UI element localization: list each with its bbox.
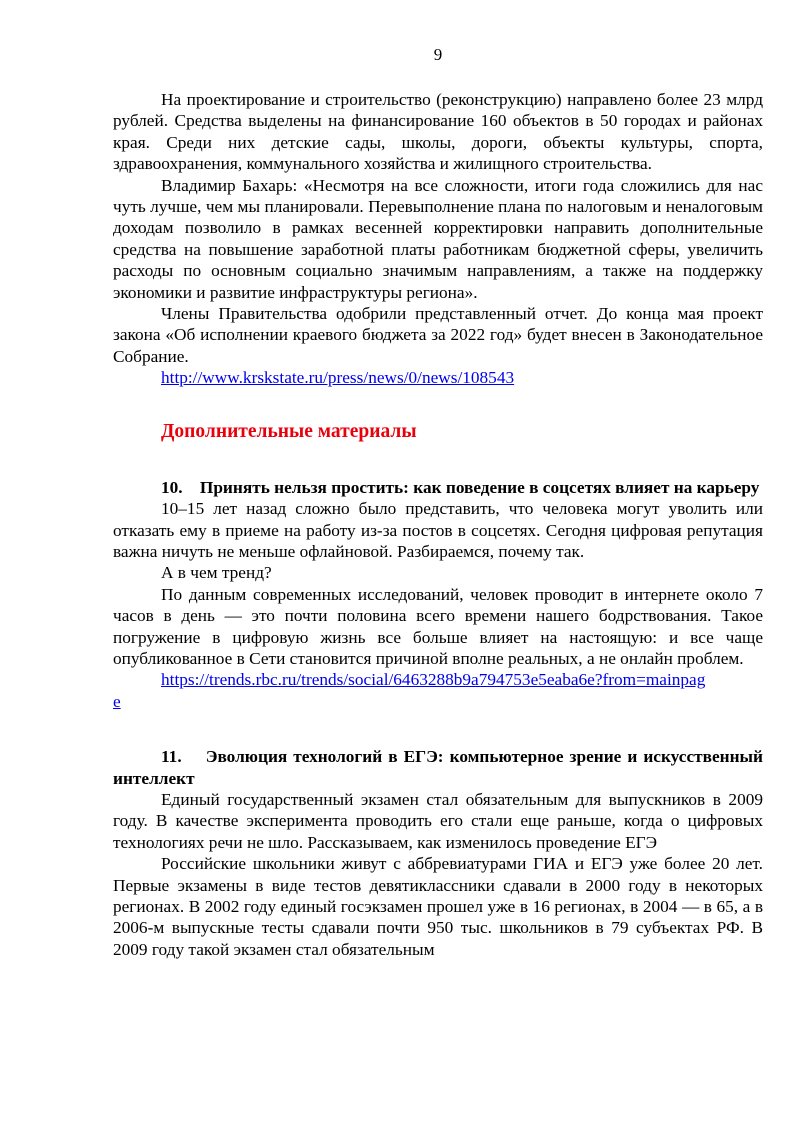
paragraph: На проектирование и строительство (реконструкцию) направлено более 23 млрд рублей. Средства выделены на финансирование 160 объектов в 50 городах и районах края. Среди них детские сады, школы, дороги, объекты культуры, спорта, здравоохранения, коммунального хозяйства и жилищного строительства.: [113, 90, 763, 174]
paragraph: По данным современных исследований, человек проводит в интернете около 7 часов в день — это почти половина всего времени нашего бодрствования. Такое погружение в цифровую жизнь все больше влияет на настоящую: и все чаще опубликованное в Сети становится причиной вполне реальных, а не онлайн проблем.: [113, 584, 763, 668]
paragraph: А в чем тренд?: [161, 563, 272, 583]
paragraph: Российские школьники живут с аббревиатурами ГИА и ЕГЭ уже более 20 лет. Первые экзамены в виде тестов девятиклассники сдавали в 2000 году в некоторых регионах. В 2002 году единый госэкзамен прошел уже в 16 регионах, в 2004 — в 65, а в 2006-м выпускные тесты сдавали почти 950 тыс. школьников в 79 субъектах РФ. В 2009 году такой экзамен стал обязательным: [113, 854, 763, 959]
paragraph: 10–15 лет назад сложно было представить, что человека могут уволить или отказать ему в приеме на работу из-за постов в соцсетях. Сегодня цифровая репутация важна ничуть не меньше офлайновой. Разбираемся, почему так.: [113, 499, 763, 561]
source-link-line: [113, 669, 763, 690]
source-link-line: [113, 367, 763, 388]
page-number: 9: [433, 45, 443, 64]
source-link-continuation[interactable]: e: [113, 691, 121, 711]
source-link-line: [113, 691, 763, 712]
source-link[interactable]: https://trends.rbc.ru/trends/social/6463288b9a794753e5eaba6e?from=mainpag: [161, 670, 706, 690]
article-heading: 11. Эволюция технологий в ЕГЭ: компьютерное зрение и искусственный интеллект: [113, 747, 768, 788]
paragraph: Владимир Бахарь: «Несмотря на все сложности, итоги года сложились для нас чуть лучше, чем мы планировали. Перевыполнение плана по налоговым и неналоговым доходам позволило в рамках весенней корректировки направить дополнительные средства на повышение заработной платы работникам бюджетной сферы, увеличить расходы по основным социально значимым направлениям, а также на поддержку экономики и развитие инфраструктуры региона».: [113, 175, 763, 302]
source-link[interactable]: http://www.krskstate.ru/press/news/0/news/108543: [161, 368, 515, 388]
paragraph: Члены Правительства одобрили представленный отчет. До конца мая проект закона «Об исполнении краевого бюджета за 2022 год» будет внесен в Законодательное Собрание.: [113, 304, 763, 366]
paragraph: Единый государственный экзамен стал обязательным для выпускников в 2009 году. В качестве эксперимента проводить его стали еще раньше, когда о цифровых технологиях речи не шло. Рассказываем, как изменилось проведение ЕГЭ: [113, 789, 763, 852]
article-heading: 10. Принять нельзя простить: как поведение в соцсетях влияет на карьеру: [161, 477, 760, 497]
page-content: [113, 89, 768, 960]
section-heading: Дополнительные материалы: [161, 420, 417, 442]
